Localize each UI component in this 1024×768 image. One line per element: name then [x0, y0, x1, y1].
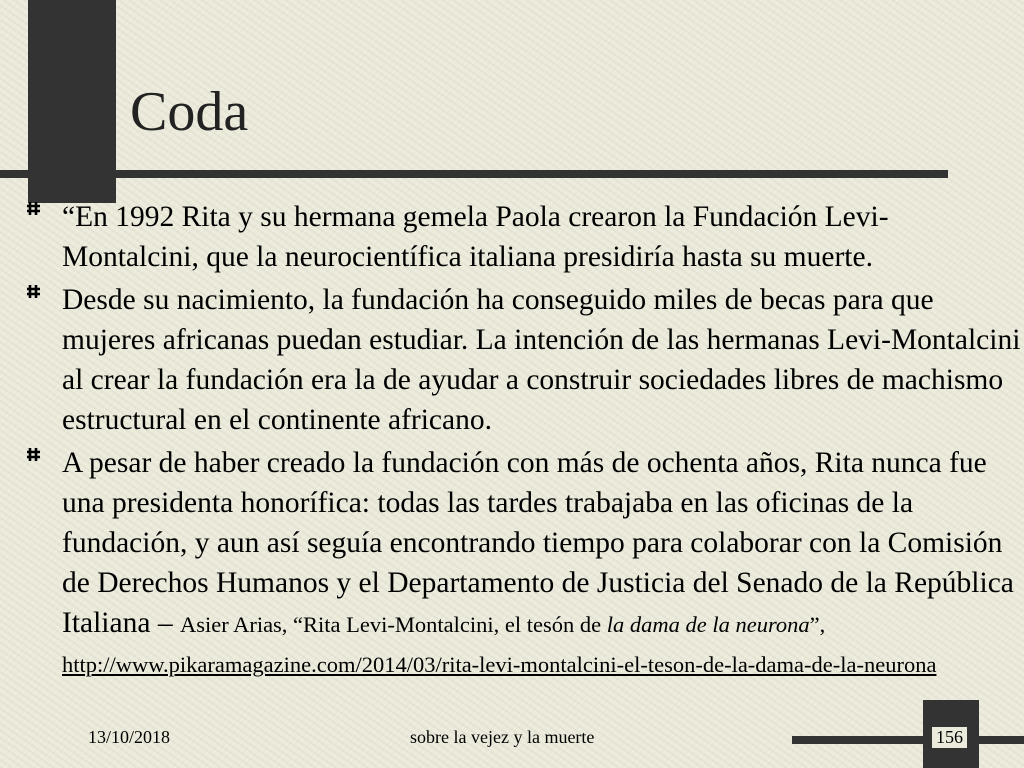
citation-end: ”, [809, 612, 826, 637]
footer-date: 13/10/2018 [88, 727, 171, 747]
bullet-text-1: “En 1992 Rita y su hermana gemela Paola crearon la Fundación Levi-Montalcini, que la neurocientífica italiana presidiría hasta su muerte. [62, 201, 889, 273]
slide-title: Coda [130, 81, 249, 143]
bullet-text-2: Desde su nacimiento, la fundación ha conseguido miles de becas para que mujeres africanas puedan estudiar. La intención de las hermanas Levi-Montalcini al crear la fundación era la de ayudar a construir sociedades libres de machismo estructural en el continente africano. [62, 284, 1021, 436]
citation-link[interactable]: http://www.pikaramagazine.com/2014/03/rita-levi-montalcini-el-teson-de-la-dama-de-la-neurona [62, 652, 937, 677]
title-rule [0, 170, 948, 178]
citation-author: Asier Arias, “Rita Levi-Montalcini, el tesón de [179, 612, 607, 637]
hash-bullet-icon [26, 201, 41, 216]
bullet-item-3 [26, 443, 1022, 683]
citation-italic-title: la dama de la neurona [606, 612, 810, 637]
page-number: 156 [932, 727, 967, 748]
bullet-text-3: A pesar de haber creado la fundación con más de ochenta años, Rita nunca fue una presidenta honorífica: todas las tardes trabajaba en las oficinas de la fundación, y aun así seguía encontrando tiempo para colaborar con la Comisión de Derechos Humanos y el Departamento de Justicia del Senado de la República Italiana [62, 447, 1014, 639]
bullet-item-2 [26, 280, 1022, 440]
footer-title: sobre la vejez y la muerte [410, 727, 595, 747]
bullet-item-1 [26, 197, 1022, 277]
slide-body [26, 197, 1022, 683]
hash-bullet-icon [26, 284, 41, 299]
footer-decoration-line [792, 736, 1024, 744]
citation-dash: – [150, 607, 180, 639]
hash-bullet-icon [26, 447, 41, 462]
